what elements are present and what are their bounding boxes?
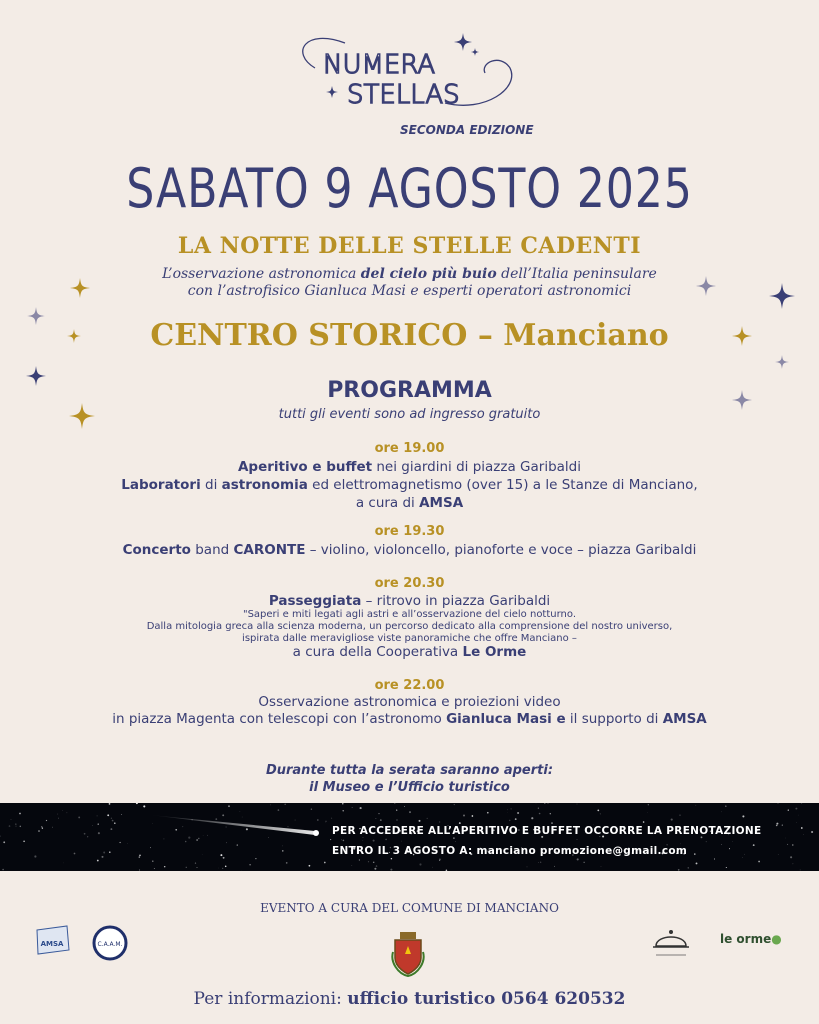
banner-star [20,826,21,827]
event-description: L’osservazione astronomica del cielo più buio dell’Italia peninsulare con l’astrofisico Gianluca Masi e esperti operatori astronomici [162,266,657,299]
banner-star [511,808,512,809]
banner-star [376,865,378,867]
banner-star [92,825,93,826]
banner-star [58,818,59,819]
banner-star [351,865,352,866]
banner-star [23,840,25,842]
banner-star [186,867,187,868]
event-time: ore 22.00 [374,678,445,693]
banner-star [396,809,397,810]
banner-star [517,812,519,814]
banner-star [527,867,528,868]
banner-star [3,841,5,843]
banner-star [324,862,326,864]
banner-star [121,814,122,815]
banner-star [600,814,601,815]
banner-star [127,843,128,844]
banner-star [776,825,778,827]
banner-star [15,823,16,825]
banner-star [540,862,541,863]
banner-star [139,856,140,857]
banner-star [647,812,648,813]
banner-star [404,806,405,807]
banner-star [285,804,286,805]
banner-star [792,844,793,845]
numera-stellas-logo [285,28,525,118]
event-subtitle: LA NOTTE DELLE STELLE CADENTI [177,233,642,259]
banner-star [577,804,578,805]
banner-star [0,835,1,836]
banner-star [154,868,155,869]
banner-star [432,867,433,868]
banner-star [249,864,250,865]
reservation-text: PER ACCEDERE ALL’APERITIVO E BUFFET OCCORRE LA PRENOTAZIONE ENTRO IL 3 AGOSTO A: manciano promozione@gmail.com [332,825,762,857]
banner-star [352,807,353,808]
banner-star [46,820,47,821]
banner-star [446,870,448,871]
banner-star [101,856,103,858]
banner-star [152,861,153,862]
banner-star [792,863,793,864]
banner-star [696,862,698,864]
banner-star [143,805,145,807]
banner-star [368,861,369,862]
logo-line1: NUMERA [323,50,436,80]
banner-star [87,836,88,837]
edition-label: SECONDA EDIZIONE [400,123,534,137]
banner-star [390,869,392,871]
event-line: Laboratori di astronomia ed elettromagnetismo (over 15) a le Stanze di Manciano, [121,477,698,493]
banner-star [539,813,541,815]
banner-star [742,815,744,817]
banner-star [97,860,99,862]
banner-star [795,808,797,810]
event-date-title: SABATO 9 AGOSTO 2025 [126,157,693,220]
banner-star [472,815,474,817]
banner-star [311,809,312,810]
banner-star [16,826,17,827]
banner-star [554,866,555,867]
program-title: PROGRAMMA [327,378,492,403]
banner-star [84,833,86,835]
banner-star [109,851,110,852]
organizer-label: EVENTO A CURA DEL COMUNE DI MANCIANO [260,901,559,915]
banner-star [110,828,112,830]
caam-logo [92,925,128,961]
banner-star [222,868,223,869]
banner-star [487,812,489,814]
banner-star [798,815,799,816]
banner-star [584,862,585,863]
banner-star [788,809,789,810]
banner-star [112,820,114,822]
banner-star [811,831,813,833]
banner-star [331,818,332,819]
banner-star [41,826,42,827]
banner-star [2,869,4,871]
banner-star [223,857,225,859]
banner-star [225,866,227,868]
banner-star [98,824,99,825]
banner-star [648,804,649,805]
banner-star [721,812,722,813]
event-time: ore 20.30 [374,576,445,591]
event-time: ore 19.00 [374,441,445,456]
event-note: "Saperi e miti legati agli astri e all’osservazione del cielo notturno. [242,609,577,620]
banner-star [378,813,379,814]
banner-star [309,865,311,867]
banner-star [97,815,98,816]
banner-star [790,856,792,858]
banner-star [515,818,517,820]
event-line: a cura di AMSA [355,495,464,511]
banner-star [419,863,421,865]
banner-star [197,867,198,868]
banner-star [62,810,63,811]
shooting-star-icon [150,811,330,851]
banner-star [114,822,116,824]
banner-star [63,863,64,864]
banner-star [58,814,59,815]
banner-star [271,805,272,806]
event-line: a cura della Cooperativa Le Orme [292,644,527,660]
banner-star [782,825,783,826]
banner-star [139,855,141,857]
banner-star [374,868,376,870]
le-orme-logo: le orme● [720,932,782,946]
event-line: Passeggiata – ritrovo in piazza Garibaldi [268,593,551,609]
banner-star [78,816,80,818]
banner-star [395,803,396,804]
event-note: ispirata dalle meravigliose viste panoramiche che offre Manciano – [242,633,577,644]
info-line: Per informazioni: ufficio turistico 0564 620532 [193,989,626,1009]
closing-note: Durante tutta la serata saranno aperti: il Museo e l’Ufficio turistico [265,763,554,795]
event-time: ore 19.30 [374,524,445,539]
program-subtitle: tutti gli eventi sono ad ingresso gratuito [278,407,541,422]
banner-star [228,805,230,807]
banner-star [373,862,374,863]
banner-star [427,818,428,819]
banner-star [38,830,40,832]
banner-star [342,810,343,811]
banner-star [550,813,551,814]
banner-star [688,867,689,868]
banner-star [342,803,343,804]
event-line: Concerto band CARONTE – violino, violoncello, pianoforte e voce – piazza Garibaldi [122,542,697,558]
banner-star [52,827,53,828]
info-phone: ufficio turistico 0564 620532 [347,989,626,1009]
banner-star [787,844,788,845]
banner-star [9,825,11,827]
banner-star [725,805,727,807]
banner-star [34,855,36,857]
logo-line2: STELLAS [347,80,460,110]
svg-text:AMSA: AMSA [40,940,64,948]
banner-star [678,869,680,871]
banner-star [778,854,779,855]
banner-star [778,803,779,804]
banner-star [107,814,109,816]
banner-star [548,803,549,804]
banner-star [544,803,545,804]
banner-star [11,819,12,820]
banner-star [538,862,539,863]
banner-star [679,815,680,816]
event-location: CENTRO STORICO – Manciano [150,318,669,353]
banner-star [726,867,727,868]
banner-star [202,854,203,855]
banner-star [19,813,21,815]
catering-logo [648,922,694,962]
manciano-crest-logo [390,932,426,978]
banner-star [220,854,222,856]
banner-star [376,818,377,819]
banner-star [538,808,539,809]
banner-star [409,811,411,813]
banner-star [454,804,455,805]
banner-star [136,803,138,804]
banner-star [98,832,100,834]
event-line: Osservazione astronomica e proiezioni video [258,694,561,710]
banner-star [103,852,105,854]
event-line: Aperitivo e buffet nei giardini di piazza Garibaldi [237,459,581,475]
banner-star [119,842,120,843]
star-icon [775,355,789,369]
banner-star [109,803,111,805]
banner-star [67,812,68,813]
banner-star [138,805,139,806]
banner-star [796,822,797,823]
banner-star [74,853,76,855]
banner-star [360,807,362,809]
banner-star [802,803,803,804]
event-note: Dalla mitologia greca alla scienza moderna, un percorso dedicato alla comprensione del nostro universo, [146,621,673,632]
banner-star [42,827,43,828]
banner-star [255,858,256,859]
banner-star [776,823,778,825]
banner-star [507,810,508,811]
banner-star [139,869,140,870]
banner-star [531,817,533,819]
amsa-logo [32,922,72,956]
banner-star [800,869,801,870]
banner-star [463,815,465,817]
event-line: in piazza Magenta con telescopi con l’astronomo Gianluca Masi e il supporto di AMSA [112,711,707,727]
banner-star [597,810,599,812]
banner-star [164,866,165,867]
banner-star [286,862,288,864]
banner-star [801,827,803,829]
banner-star [111,818,112,819]
banner-star [195,862,196,863]
svg-text:C.A.A.M.: C.A.A.M. [97,941,123,948]
reservation-banner [0,803,819,871]
